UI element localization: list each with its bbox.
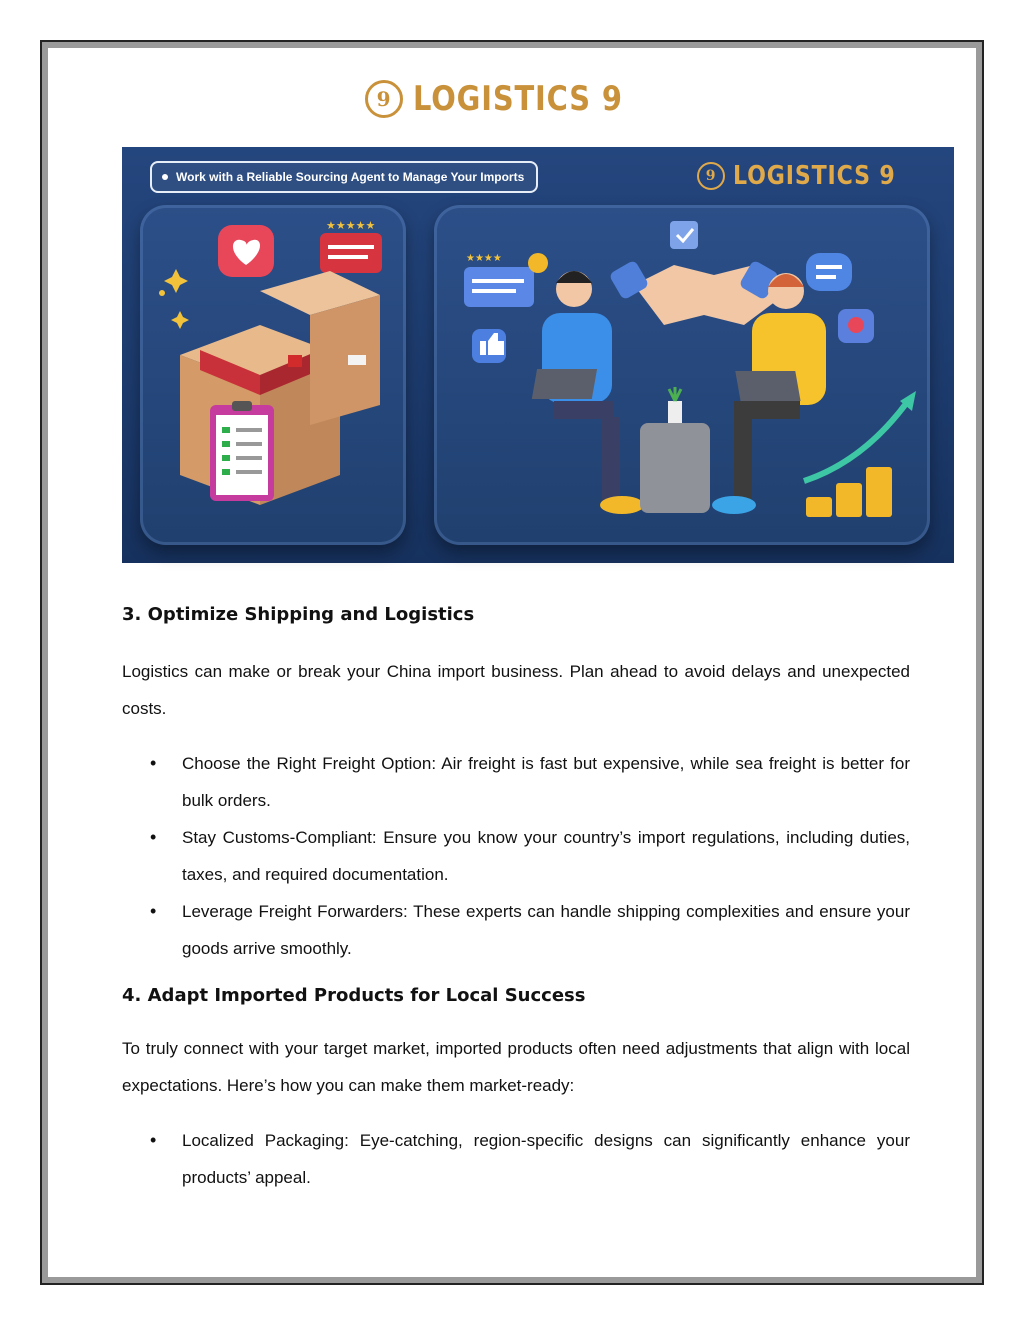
section-heading-shipping: 3. Optimize Shipping and Logistics [122,604,475,625]
handshake-icon [609,260,784,325]
svg-text:★★★★: ★★★★ [466,253,502,264]
chat-bubble-icon [806,253,852,291]
person-left-icon [532,271,644,514]
article-body [122,588,910,1196]
packages-panel [140,205,406,545]
checklist-clipboard-icon [210,401,274,501]
packages-illustration [140,205,406,545]
section-heading-adapt: 4. Adapt Imported Products for Local Success [122,985,586,1006]
hero-illustration [122,147,954,563]
partnership-illustration [434,205,930,545]
review-card-icon [464,253,548,307]
hero-pill-text: Work with a Reliable Sourcing Agent to Manage Your Imports [176,170,525,184]
hero-pill-label [150,161,538,193]
bullet-dot-icon [162,174,168,180]
list-item-text: Localized Packaging: Eye-catching, region-specific designs can significantly enhance your products’ appeal. [182,1131,910,1187]
logo-text: LOGISTICS 9 [412,79,623,119]
list-item-text: Leverage Freight Forwarders: These experts can handle shipping complexities and ensure your goods arrive smoothly. [182,902,910,958]
hero-logo [697,161,924,191]
svg-text:★★★★★: ★★★★★ [326,219,376,232]
checkbox-icon [670,221,698,249]
heart-badge-icon [838,309,874,343]
hero-logo-text: LOGISTICS 9 [732,161,896,191]
bullet-icon: • [150,827,157,847]
hero-logo-emblem-icon: 9 [697,162,725,190]
bullet-icon: • [150,753,157,773]
heart-bubble-icon [218,225,274,277]
list-item [122,745,910,819]
page [48,48,976,1277]
list-item-text: Stay Customs-Compliant: Ensure you know your country’s import regulations, including duties, taxes, and required documentation. [182,828,910,884]
section-intro-adapt: To truly connect with your target market, imported products often need adjustments that align with local expectations. Here’s how you can make them market-ready: [122,1039,910,1095]
list-item-text: Choose the Right Freight Option: Air freight is fast but expensive, while sea freight is better for bulk orders. [182,754,910,810]
bullet-icon: • [150,901,157,921]
thumbs-up-icon [472,329,506,363]
sparkle-icon [159,269,189,329]
section-intro-shipping: Logistics can make or break your China import business. Plan ahead to avoid delays and unexpected costs. [122,662,910,718]
header-logo [48,76,976,122]
bullet-icon: • [150,1130,157,1150]
logo-emblem-icon: 9 [365,80,403,118]
list-item [122,893,910,967]
shipping-bullet-list [122,745,910,967]
list-item [122,819,910,893]
list-item [122,1122,910,1196]
page-frame [40,40,984,1285]
partnership-panel [434,205,930,545]
side-table-icon [640,387,710,513]
adapt-bullet-list [122,1122,910,1196]
rating-card-icon [320,219,382,273]
growth-arrow-icon [804,391,916,481]
